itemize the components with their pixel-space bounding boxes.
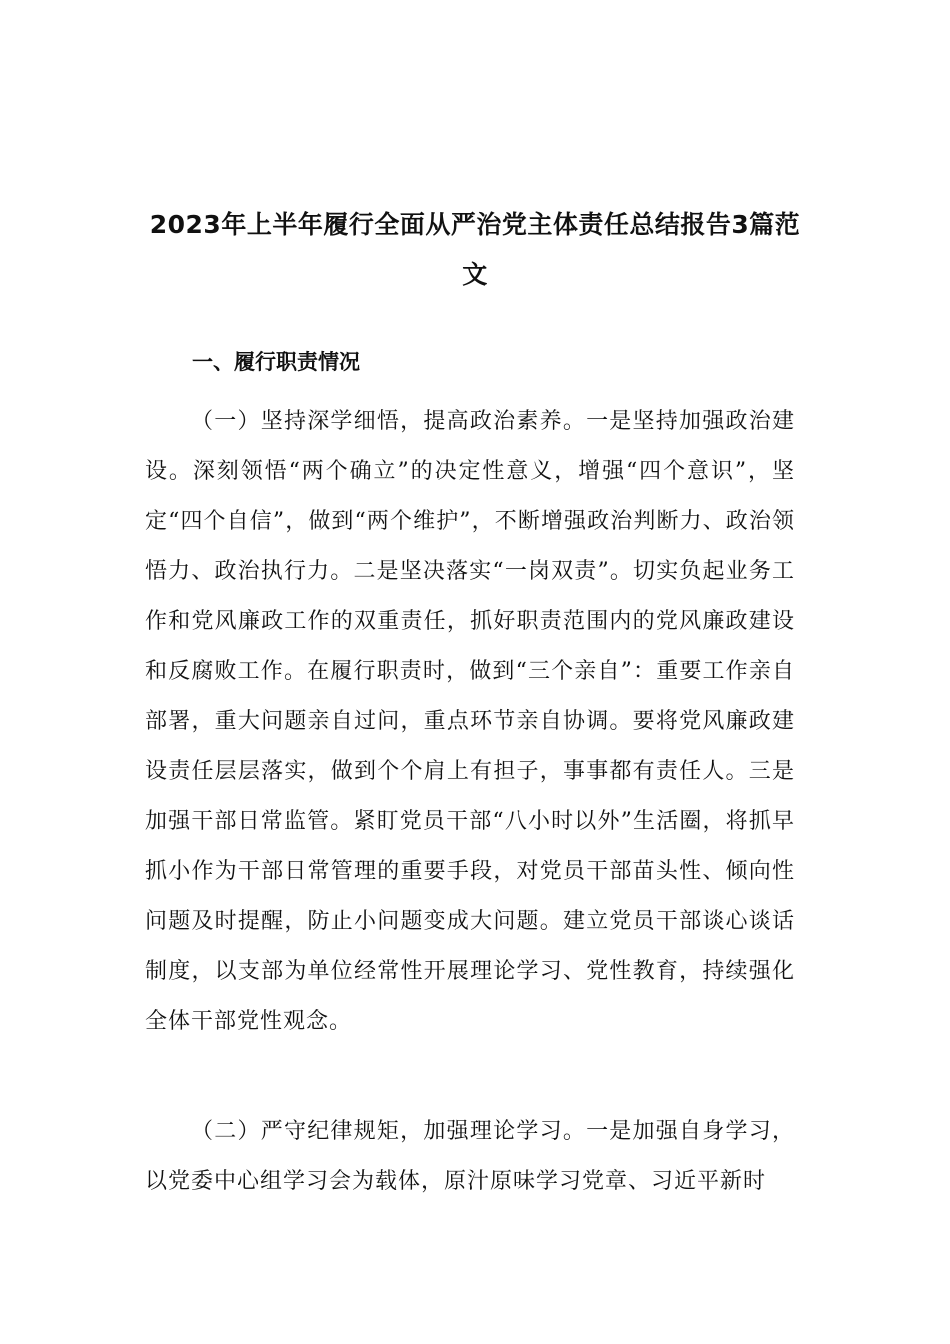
document-title: 2023年上半年履行全面从严治党主体责任总结报告3篇范文 — [149, 210, 801, 289]
body-paragraph-2: （二）严守纪律规矩，加强理论学习。一是加强自身学习，以党委中心组学习会为载体，原汁原味学习党章、习近平新时 — [145, 1119, 795, 1194]
section-heading: 一、履行职责情况 — [192, 350, 360, 374]
body-paragraph-1: （一）坚持深学细悟，提高政治素养。一是坚持加强政治建设。深刻领悟“两个确立”的决定性意义，增强“四个意识”，坚定“四个自信”，做到“两个维护”，不断增强政治判断力、政治领悟力、政治执行力。二是坚决落实“一岗双责”。切实负起业务工作和党风廉政工作的双重责任，抓好职责范围内的党风廉政建设和反腐败工作。在履行职责时，做到“三个亲自”：重要工作亲自部署，重大问题亲自过问，重点环节亲自协调。要将党风廉政建设责任层层落实，做到个个肩上有担子，事事都有责任人。三是加强干部日常监管。紧盯党员干部“八小时以外”生活圈，将抓早抓小作为干部日常管理的重要手段，对党员干部苗头性、倾向性问题及时提醒，防止小问题变成大问题。建立党员干部谈心谈话制度，以支部为单位经常性开展理论学习、党性教育，持续强化全体干部党性观念。 — [145, 409, 795, 1034]
